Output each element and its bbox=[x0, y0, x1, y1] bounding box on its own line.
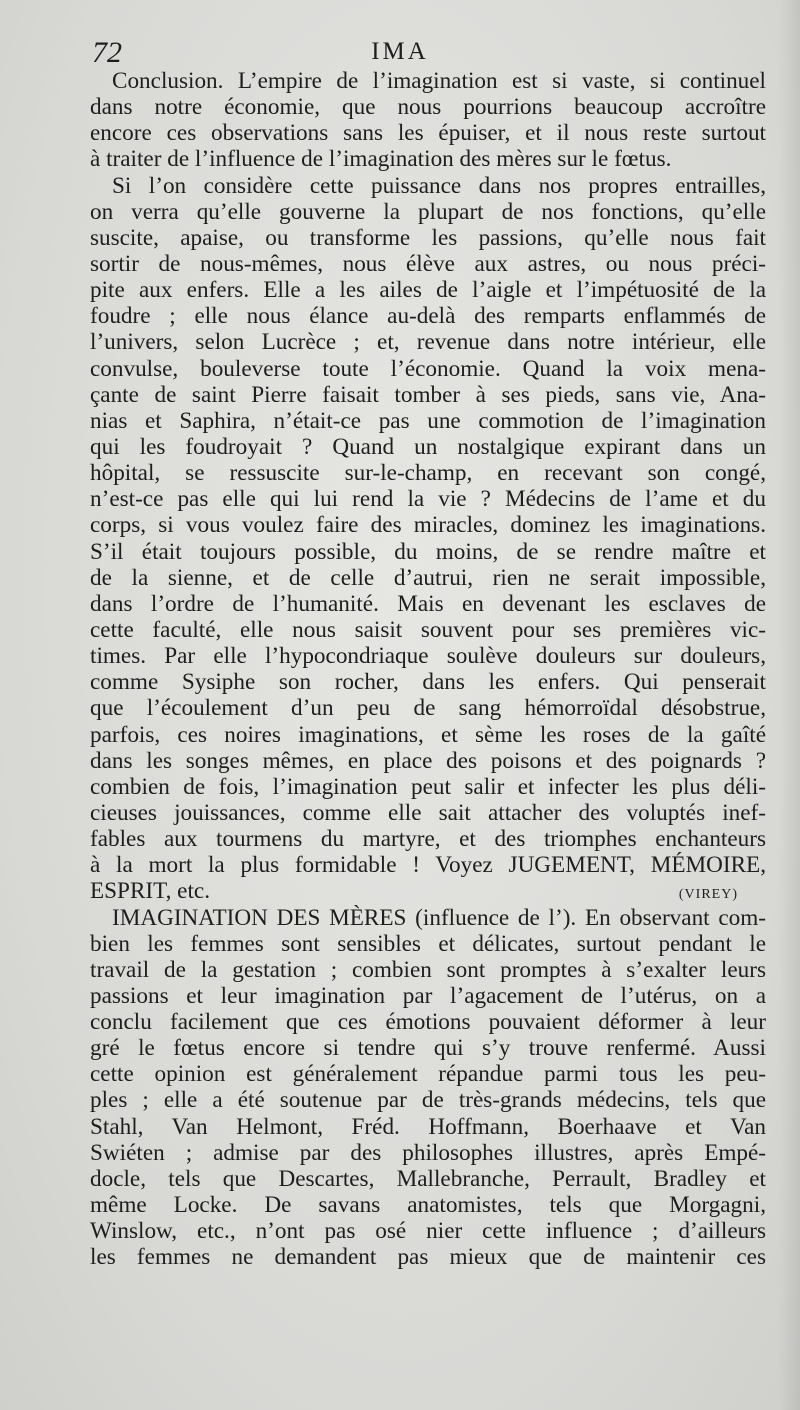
text-line bbox=[90, 539, 766, 565]
text-line bbox=[90, 1114, 766, 1140]
text-line bbox=[90, 1218, 766, 1244]
text-line-content: dans l’ordre de l’humanité. Mais en devenant les esclaves de bbox=[90, 590, 766, 617]
text-line-content: conclu facilement que ces émotions pouvaient déformer à leur bbox=[90, 1009, 766, 1036]
text-line bbox=[90, 68, 766, 94]
text-line bbox=[90, 225, 766, 251]
text-line bbox=[90, 957, 766, 983]
page-header bbox=[0, 36, 800, 70]
text-line bbox=[90, 852, 766, 878]
text-line bbox=[90, 1087, 766, 1113]
text-line bbox=[90, 1192, 766, 1218]
text-line bbox=[90, 1140, 766, 1166]
text-line bbox=[90, 748, 766, 774]
text-line-content: cette opinion est généralement répandue parmi tous les peu- bbox=[90, 1061, 766, 1088]
text-line-content: Winslow, etc., n’ont pas osé nier cette influence ; d’ailleurs bbox=[90, 1218, 766, 1245]
text-line-content: times. Par elle l’hypocondriaque soulève douleurs sur douleurs, bbox=[90, 643, 766, 670]
text-line-content: gré le fœtus encore si tendre qui s’y trouve renfermé. Aussi bbox=[90, 1035, 766, 1062]
running-head: IMA bbox=[371, 38, 429, 65]
text-line bbox=[90, 591, 766, 617]
text-line bbox=[90, 251, 766, 277]
text-line bbox=[90, 303, 766, 329]
text-line-content: dans les songes mêmes, en place des poisons et des poignards ? bbox=[90, 747, 766, 774]
text-line-content: sortir de nous-mêmes, nous élève aux astres, ou nous préci- bbox=[90, 250, 766, 277]
text-line bbox=[90, 94, 766, 120]
text-line bbox=[90, 878, 766, 904]
author-signature: (VIREY) bbox=[678, 887, 738, 903]
text-line bbox=[90, 1166, 766, 1192]
text-line bbox=[90, 1244, 766, 1270]
page-edge-shadow bbox=[778, 0, 800, 1410]
text-line bbox=[90, 669, 766, 695]
text-line bbox=[90, 617, 766, 643]
text-line-content: à traiter de l’influence de l’imagination des mères sur le fœtus. bbox=[90, 146, 672, 173]
text-line-content: à la mort la plus formidable ! Voyez JUGEMENT, MÉMOIRE, bbox=[90, 852, 766, 879]
text-line bbox=[90, 382, 766, 408]
text-line-content: même Locke. De savans anatomistes, tels que Morgagni, bbox=[90, 1192, 766, 1219]
text-line-content: ESPRIT, etc. bbox=[90, 878, 211, 905]
text-line bbox=[90, 565, 766, 591]
text-line bbox=[90, 486, 766, 512]
text-line bbox=[90, 774, 766, 800]
text-line-content: docle, tels que Descartes, Mallebranche, Perrault, Bradley et bbox=[90, 1165, 766, 1192]
text-line-content: corps, si vous voulez faire des miracles, dominez les imaginations. bbox=[90, 512, 766, 539]
text-line-content: pite aux enfers. Elle a les ailes de l’aigle et l’impétuosité de la bbox=[90, 277, 766, 304]
text-line bbox=[90, 1009, 766, 1035]
text-line-content: fables aux tourmens du martyre, et des triomphes enchanteurs bbox=[90, 826, 766, 853]
text-line-content: cieuses jouissances, comme elle sait attacher des voluptés inef- bbox=[90, 799, 766, 826]
text-line bbox=[90, 146, 766, 172]
text-line-content: parfois, ces noires imaginations, et sème les roses de la gaîté bbox=[90, 721, 766, 748]
text-line-content: cette faculté, elle nous saisit souvent pour ses premières vic- bbox=[90, 616, 766, 643]
text-line bbox=[90, 800, 766, 826]
text-line-content: passions et leur imagination par l’agacement de l’utérus, on a bbox=[90, 982, 766, 1009]
text-line bbox=[90, 199, 766, 225]
text-line bbox=[90, 826, 766, 852]
text-line bbox=[90, 277, 766, 303]
page-number: 72 bbox=[92, 36, 122, 69]
text-line bbox=[90, 722, 766, 748]
text-line bbox=[90, 905, 766, 931]
text-line bbox=[90, 695, 766, 721]
text-line-content: qui les foudroyait ? Quand un nostalgique expirant dans un bbox=[90, 433, 766, 460]
text-line-content: Conclusion. L’empire de l’imagination est si vaste, si continuel bbox=[112, 68, 766, 94]
text-line bbox=[90, 356, 766, 382]
text-line bbox=[90, 643, 766, 669]
text-line-content: nias et Saphira, n’était-ce pas une commotion de l’imagination bbox=[90, 407, 766, 434]
text-line bbox=[90, 329, 766, 355]
text-line-content: on verra qu’elle gouverne la plupart de nos fonctions, qu’elle bbox=[90, 198, 766, 225]
text-line bbox=[90, 408, 766, 434]
text-line-content: S’il était toujours possible, du moins, de se rendre maître et bbox=[90, 538, 766, 565]
text-line bbox=[90, 512, 766, 538]
text-line bbox=[90, 173, 766, 199]
text-line-content: de la sienne, et de celle d’autrui, rien ne serait impossible, bbox=[90, 564, 766, 591]
text-line bbox=[90, 460, 766, 486]
text-line-content: Si l’on considère cette puissance dans nos propres entrailles, bbox=[112, 172, 766, 199]
text-line-content: Stahl, Van Helmont, Fréd. Hoffmann, Boerhaave et Van bbox=[90, 1113, 766, 1140]
text-line-content: travail de la gestation ; combien sont promptes à s’exalter leurs bbox=[90, 956, 766, 983]
text-line bbox=[90, 1035, 766, 1061]
text-line-content: encore ces observations sans les épuiser, et il nous reste surtout bbox=[90, 120, 766, 147]
text-line bbox=[90, 931, 766, 957]
text-line-content: hôpital, se ressuscite sur-le-champ, en recevant son congé, bbox=[90, 460, 766, 487]
text-line-content: foudre ; elle nous élance au-delà des remparts enflammés de bbox=[90, 303, 766, 330]
text-line bbox=[90, 983, 766, 1009]
text-line-content: suscite, apaise, ou transforme les passions, qu’elle nous fait bbox=[90, 224, 766, 251]
text-line-content: comme Sysiphe son rocher, dans les enfers. Qui penserait bbox=[90, 669, 766, 696]
text-line-content: l’univers, selon Lucrèce ; et, revenue dans notre intérieur, elle bbox=[90, 329, 766, 356]
text-line-content: ples ; elle a été soutenue par de très-grands médecins, tels que bbox=[90, 1087, 766, 1114]
text-line-content: convulse, bouleverse toute l’économie. Quand la voix mena- bbox=[90, 355, 766, 382]
text-line-content: les femmes ne demandent pas mieux que de maintenir ces bbox=[90, 1244, 766, 1271]
text-line-content: bien les femmes sont sensibles et délicates, surtout pendant le bbox=[90, 930, 766, 957]
text-line-content: n’est-ce pas elle qui lui rend la vie ? Médecins de l’ame et du bbox=[90, 486, 766, 513]
body-text bbox=[90, 68, 766, 1270]
text-line-content: combien de fois, l’imagination peut salir et infecter les plus déli- bbox=[90, 773, 766, 800]
text-line-content: çante de saint Pierre faisait tomber à ses pieds, sans vie, Ana- bbox=[90, 381, 766, 408]
text-line bbox=[90, 120, 766, 146]
text-line-content: que l’écoulement d’un peu de sang hémorroïdal désobstrue, bbox=[90, 695, 766, 722]
text-line bbox=[90, 1061, 766, 1087]
text-line bbox=[90, 434, 766, 460]
text-line-content: IMAGINATION DES MÈRES (influence de l’). En observant com- bbox=[112, 904, 766, 931]
text-line-content: Swiéten ; admise par des philosophes illustres, après Empé- bbox=[90, 1139, 766, 1166]
text-line-content: dans notre économie, que nous pourrions beaucoup accroître bbox=[90, 94, 766, 121]
